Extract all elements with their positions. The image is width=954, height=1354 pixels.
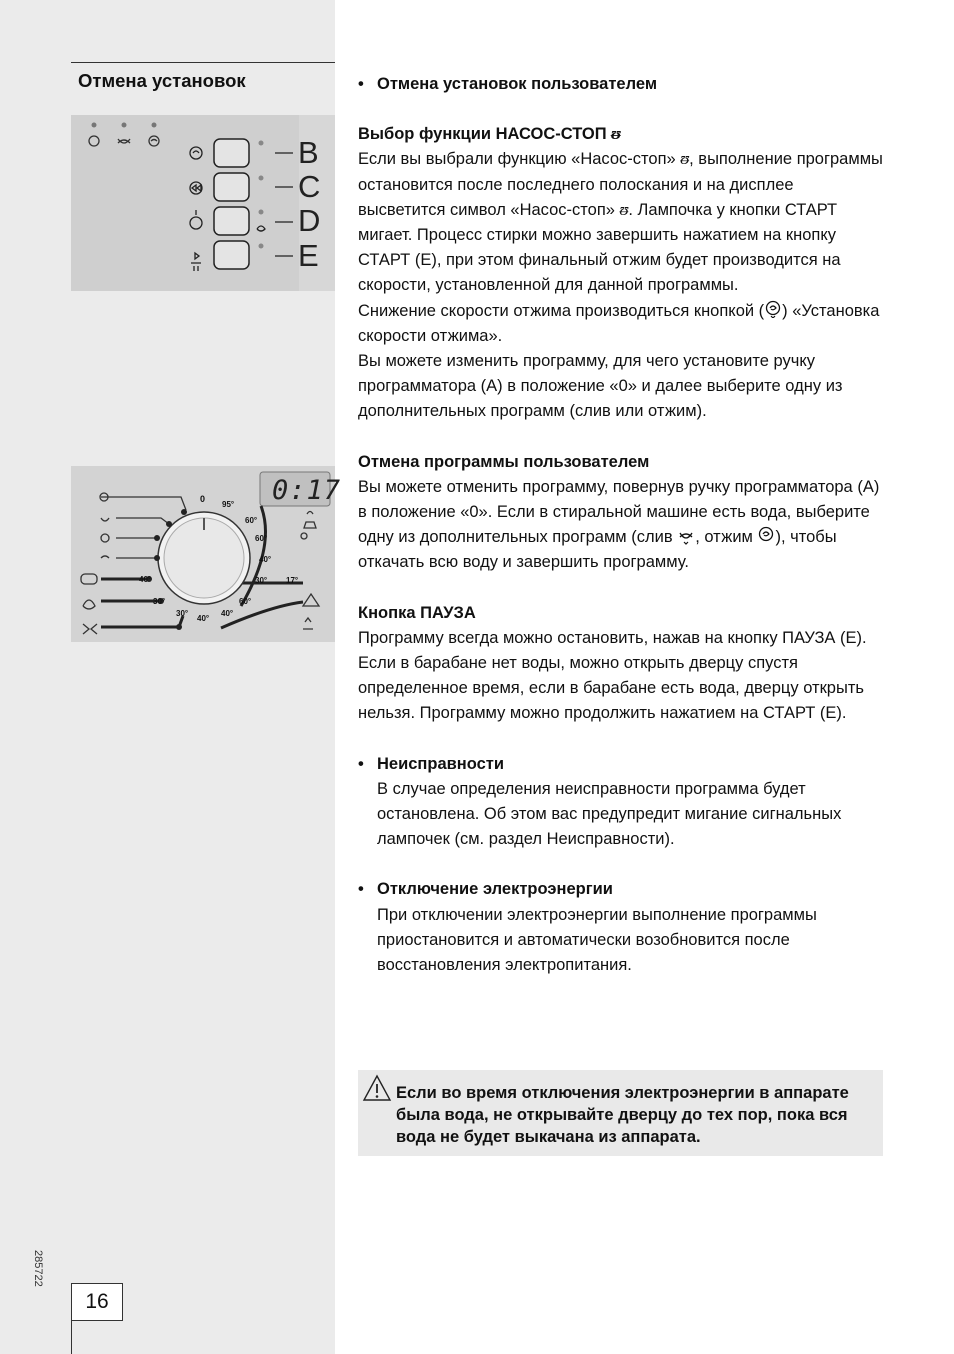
warning-text: Если во время отключения электроэнергии в аппарате была вода, не открывайте дверцу до тех пор, пока вся вода не будет выкачана из аппарата. — [396, 1084, 849, 1146]
dial-label-40: 40° — [259, 555, 272, 564]
dial-label-60a: 60° — [245, 516, 258, 525]
document-number: 285722 — [32, 1250, 44, 1287]
label-d: D — [298, 203, 321, 238]
paragraph-pause: Программу всегда можно остановить, нажав на кнопку ПАУЗА (Е). Если в барабане нет воды, можно открыть дверцу спустя определенное время, если в барабане есть вода, дверцу открыть нельзя. Программу можно продолжить нажатием на СТАРТ (Е). — [358, 628, 867, 723]
pump-stop-icon: ᵿ — [680, 149, 690, 170]
button-panel-illustration — [71, 115, 335, 291]
bullet-heading-power-off: • Отключение электроэнергии — [358, 880, 613, 899]
paragraph-pump-stop: Если вы выбрали функцию «Насос-стоп» ᵿ, выполнение программы остановится после последнего полоскания и на дисплее высветится символ «Насос-стоп» ᵿ. Лампочка у кнопки СТАРТ мигает. Процесс стирки можно завершить нажатием на кнопку СТАРТ (Е), при этом финальный отжим будет производится на скорости, установленной для данной программы. — [358, 149, 883, 295]
label-c: C — [298, 169, 321, 204]
heading-pause: Кнопка ПАУЗА — [358, 603, 476, 622]
paragraph-change-program: Вы можете изменить программу, для чего установите ручку программатора (А) в положение «0» и далее выберите одну из дополнительных программ (слив или отжим). — [358, 352, 843, 421]
button-panel-drawing — [71, 115, 335, 291]
main-text — [358, 72, 883, 978]
dial-label-60c: 60° — [239, 597, 252, 606]
dial-label-40c: 40° — [197, 614, 210, 623]
page-number-rule — [71, 1320, 72, 1354]
pump-stop-icon: ᵿ — [619, 199, 629, 220]
paragraph-spin-speed: Снижение скорости отжима производиться кнопкой ( ) «Установка скорости отжима». — [358, 301, 880, 345]
warning-box — [358, 1070, 883, 1156]
bullet-heading-faults: • Неисправности — [358, 754, 505, 773]
paragraph-faults: В случае определения неисправности программа будет остановлена. Об этом вас предупредит мигание сигнальных лампочек (см. раздел Неисправности). — [377, 779, 842, 849]
paragraph-cancel-program: Вы можете отменить программу, повернув ручку программатора (А) в положение «0». Если в стиральной машине есть вода, выберите одну из дополнительных программ (слив , отжим ), чтобы откачать всю воду и завершить программу. — [358, 477, 880, 572]
spin-speed-icon — [764, 300, 782, 318]
program-dial-illustration — [71, 466, 342, 642]
dial-label-95: 95° — [222, 500, 235, 509]
heading-pump-stop: Выбор функции НАСОС-СТОП ᵿ — [358, 122, 883, 147]
dial-label-17: 17° — [286, 576, 299, 585]
drain-icon — [677, 527, 695, 545]
section-title: Отмена установок — [78, 70, 246, 91]
pump-stop-icon: ᵿ — [611, 124, 621, 145]
dial-label-60b: 60° — [255, 534, 268, 543]
time-display: 0:17 — [272, 475, 342, 506]
label-b: B — [298, 135, 319, 170]
dial-label-40-mix: 40° — [139, 575, 152, 584]
dial-label-30b: 30° — [176, 609, 189, 618]
dial-label-30: 30° — [255, 576, 268, 585]
spin-icon — [757, 526, 775, 544]
heading-cancel-program: Отмена программы пользователем — [358, 452, 650, 471]
title-rule — [71, 62, 335, 63]
paragraph-power-off: При отключении электроэнергии выполнение программы приостановится и автоматически возобновится после восстановления электропитания. — [377, 905, 817, 975]
page-number: 16 — [71, 1283, 123, 1321]
warning-triangle-icon — [362, 1074, 392, 1102]
label-e: E — [298, 238, 319, 273]
bullet-heading-cancel-user: • Отмена установок пользователем — [358, 75, 658, 93]
dial-label-40b: 40° — [221, 609, 234, 618]
dial-label-0: 0 — [200, 494, 206, 504]
dial-label-30-synth: 30° — [153, 597, 166, 606]
